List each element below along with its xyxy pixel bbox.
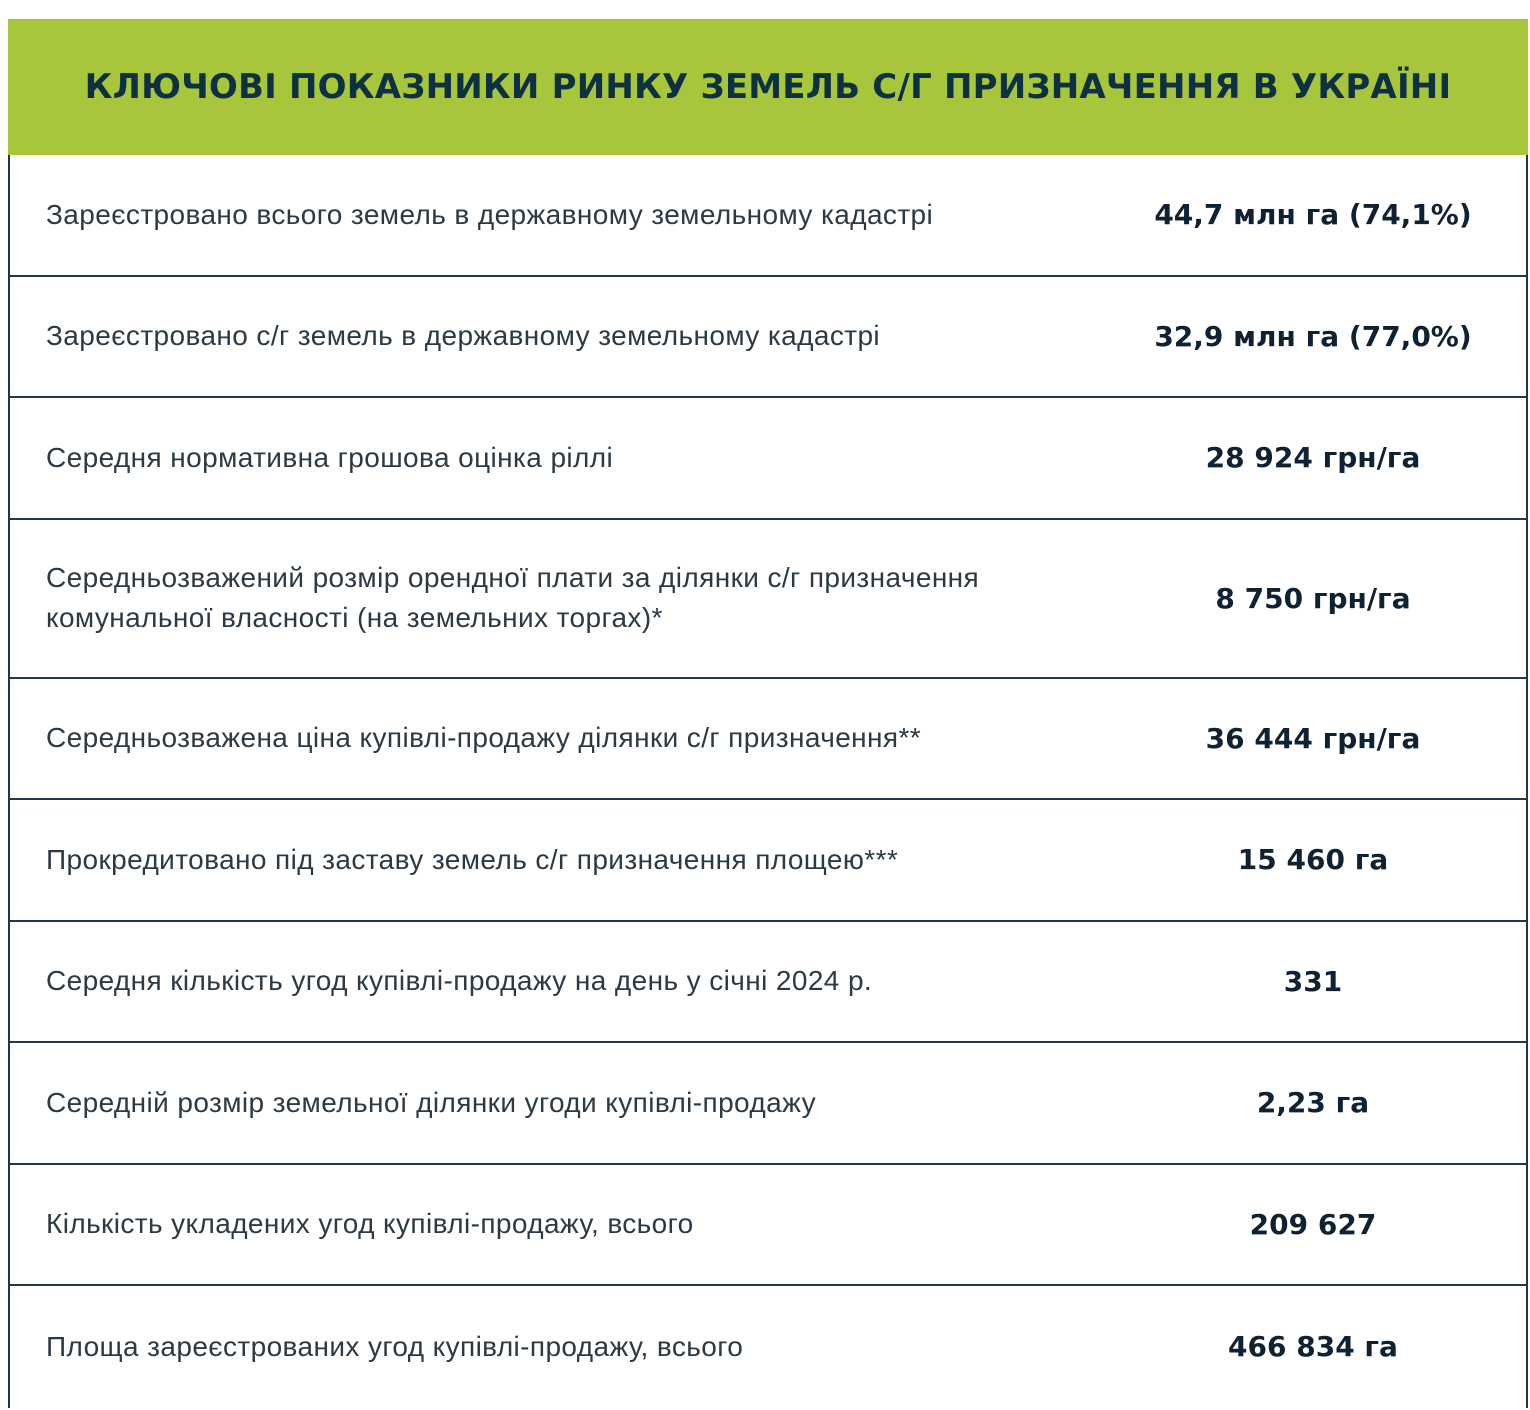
table-title: КЛЮЧОВІ ПОКАЗНИКИ РИНКУ ЗЕМЕЛЬ С/Г ПРИЗНАЧЕННЯ В УКРАЇНІ [84, 67, 1452, 107]
row-value: 28 924 грн/га [1205, 441, 1421, 475]
key-indicators-table [8, 19, 1528, 1408]
table-row [10, 1165, 1526, 1287]
row-label: Середній розмір земельної ділянки угоди купівлі-продажу [46, 1086, 816, 1118]
row-label: Прокредитовано під заставу земель с/г призначення площею*** [46, 843, 899, 875]
row-label: Середня кількість угод купівлі-продажу на день у січні 2024 р. [46, 965, 873, 997]
row-value: 209 627 [1249, 1207, 1377, 1241]
table-header [8, 19, 1528, 155]
row-label: Середня нормативна грошова оцінка ріллі [46, 441, 614, 473]
table-row [10, 277, 1526, 399]
row-label: Середньозважена ціна купівлі-продажу ділянки с/г призначення** [46, 722, 922, 754]
table-row [10, 800, 1526, 922]
row-value: 36 444 грн/га [1205, 721, 1421, 755]
row-value: 2,23 га [1256, 1086, 1370, 1120]
row-value: 15 460 га [1237, 843, 1389, 877]
table-row [10, 1043, 1526, 1165]
table-row [10, 520, 1526, 679]
row-value: 44,7 млн га (74,1%) [1154, 198, 1472, 232]
row-label: Зареєстровано с/г земель в державному земельному кадастрі [46, 320, 881, 352]
row-label: Середньозважений розмір орендної плати за ділянки с/г призначення комунальної власності (на земельних торгах)* [46, 562, 980, 633]
table-row [10, 155, 1526, 277]
row-value: 32,9 млн га (77,0%) [1154, 319, 1472, 353]
row-label: Площа зареєстрованих угод купівлі-продажу, всього [46, 1330, 744, 1362]
table-row [10, 1286, 1526, 1408]
row-value: 466 834 га [1228, 1330, 1398, 1364]
table-row [10, 679, 1526, 801]
row-value: 331 [1283, 964, 1343, 998]
table-body [8, 155, 1528, 1408]
table-row [10, 922, 1526, 1044]
row-value: 8 750 грн/га [1215, 581, 1411, 615]
row-label: Зареєстровано всього земель в державному земельному кадастрі [46, 198, 934, 230]
row-label: Кількість укладених угод купівлі-продажу, всього [46, 1208, 694, 1240]
table-row [10, 398, 1526, 520]
